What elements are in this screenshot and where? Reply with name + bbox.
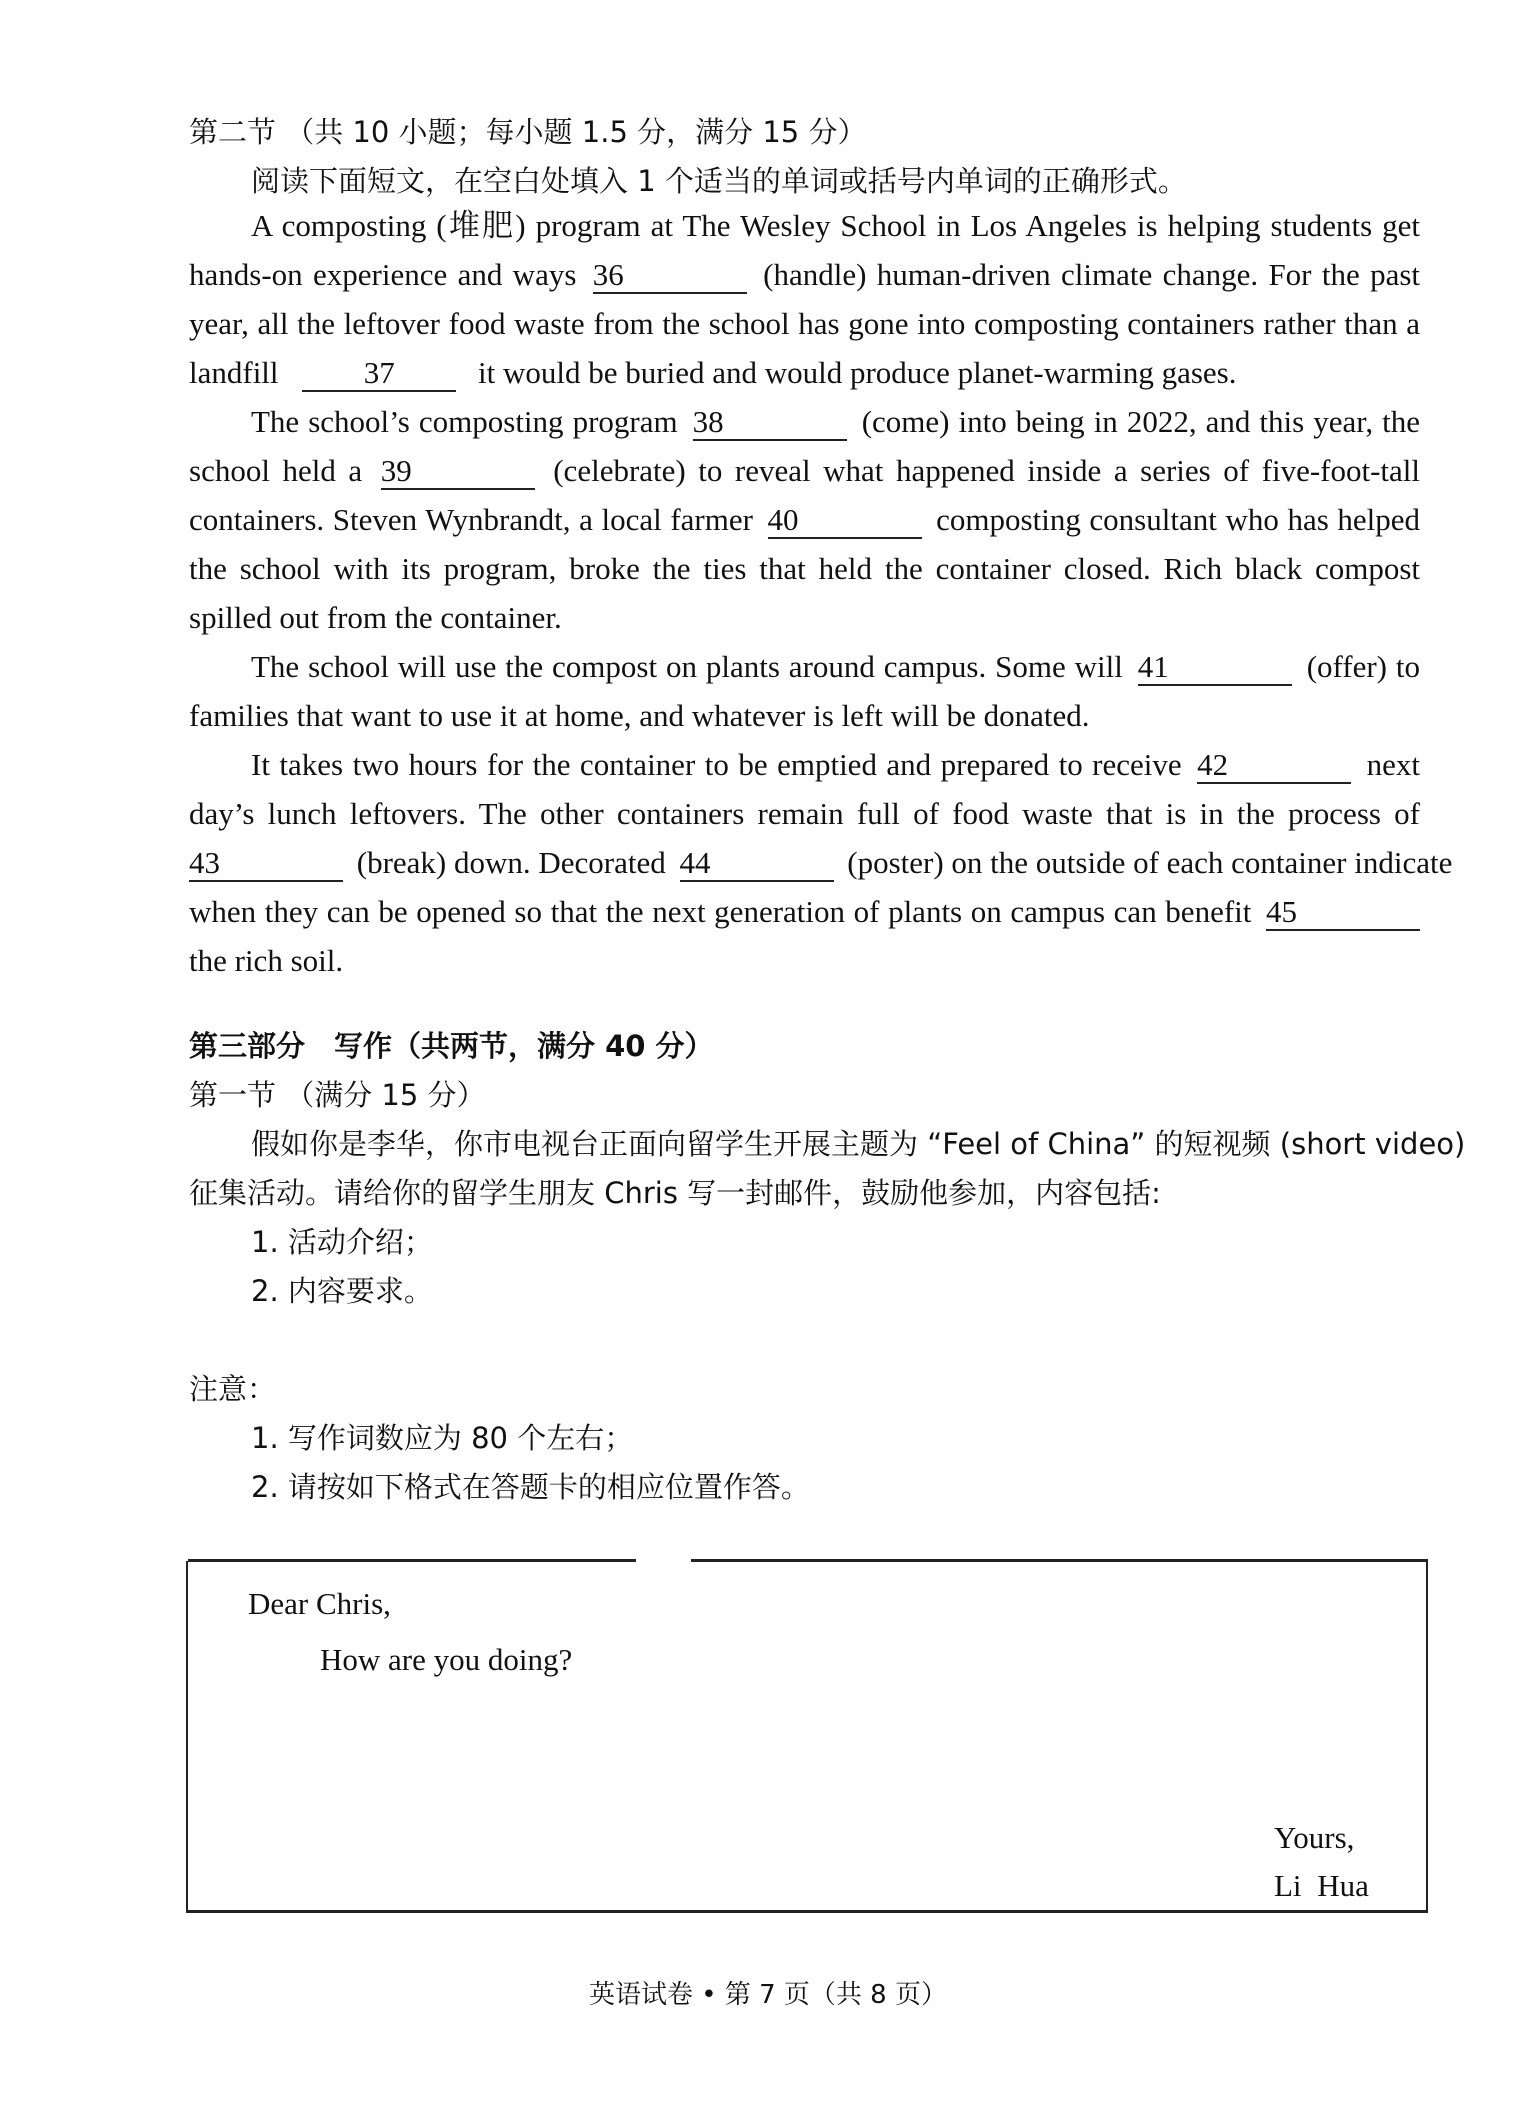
writing-prompt-line: 征集活动。请给你的留学生朋友 Chris 写一封邮件，鼓励他参加，内容包括: — [189, 1176, 1161, 1210]
letter-greeting: Dear Chris, — [248, 1586, 391, 1621]
prompt-item: 2. 内容要求。 — [251, 1274, 433, 1308]
passage-text: (handle) human-driven climate change. For the past — [763, 257, 1421, 292]
passage-text: it would be buried and would produce planet-warming gases. — [478, 355, 1237, 390]
passage-text: The school will use the compost on plants around campus. Some will — [251, 649, 1123, 684]
passage-text: (break) down. Decorated — [356, 845, 666, 880]
passage-line: the school with its program, broke the ties that held the container closed. Rich black compost — [189, 551, 1420, 586]
box-top-border-right — [691, 1559, 1428, 1562]
blank-37[interactable]: 37 — [302, 356, 456, 392]
passage-text: when they can be opened so that the next generation of plants on campus can benefit — [189, 894, 1252, 929]
passage-line — [189, 451, 1420, 491]
passage-text: It takes two hours for the container to be emptied and prepared to receive — [251, 747, 1182, 782]
blank-44[interactable]: 44 — [680, 846, 834, 882]
passage-line — [251, 745, 1420, 785]
prompt-item: 1. 活动介绍； — [251, 1225, 433, 1259]
passage-line: year, all the leftover food waste from the school has gone into composting containers rather than a — [189, 306, 1420, 341]
letter-signature: Li Hua — [1274, 1868, 1369, 1903]
blank-36[interactable]: 36 — [593, 258, 747, 294]
passage-text: The school’s composting program — [251, 404, 678, 439]
blank-42[interactable]: 42 — [1197, 748, 1351, 784]
passage-line: day’s lunch leftovers. The other containers remain full of food waste that is in the process of — [189, 796, 1420, 831]
passage-text: next — [1366, 747, 1420, 782]
passage-text: (offer) to — [1306, 649, 1421, 684]
part-heading: 第三部分 写作（共两节，满分 40 分） — [189, 1029, 714, 1063]
letter-closing: Yours, — [1274, 1820, 1355, 1855]
note-item: 2. 请按如下格式在答题卡的相应位置作答。 — [251, 1470, 810, 1504]
passage-line: families that want to use it at home, and whatever is left will be donated. — [189, 698, 1090, 733]
blank-40[interactable]: 40 — [768, 503, 922, 539]
passage-line — [189, 500, 1420, 540]
box-top-border-left — [188, 1559, 636, 1562]
notes-label: 注意： — [189, 1372, 277, 1406]
blank-38[interactable]: 38 — [693, 405, 847, 441]
blank-41[interactable]: 41 — [1138, 650, 1292, 686]
section-heading: 第一节 （满分 15 分） — [189, 1078, 486, 1112]
passage-line — [189, 892, 1420, 932]
page-footer: 英语试卷 • 第 7 页（共 8 页） — [588, 1980, 947, 2010]
passage-text: (come) into being in 2022, and this year, the — [861, 404, 1421, 439]
passage-line — [251, 402, 1420, 442]
passage-text: composting consultant who has helped — [936, 502, 1421, 537]
passage-text: (celebrate) to reveal what happened inside a series of five-foot-tall — [553, 453, 1421, 488]
blank-43[interactable]: 43 — [189, 846, 343, 882]
passage-line: the rich soil. — [189, 943, 344, 978]
passage-line: spilled out from the container. — [189, 600, 562, 635]
section-heading: 第二节 （共 10 小题；每小题 1.5 分，满分 15 分） — [189, 115, 867, 149]
passage-text: landfill — [189, 355, 279, 390]
letter-opening: How are you doing? — [320, 1642, 573, 1677]
blank-45[interactable]: 45 — [1266, 895, 1420, 931]
passage-line — [189, 353, 1237, 393]
writing-prompt-line: 假如你是李华，你市电视台正面向留学生开展主题为 “Feel of China” 的短视频 (short video) — [251, 1127, 1466, 1161]
note-item: 1. 写作词数应为 80 个左右； — [251, 1421, 634, 1455]
blank-39[interactable]: 39 — [381, 454, 535, 490]
passage-text: containers. Steven Wynbrandt, a local farmer — [189, 502, 753, 537]
letter-template-box — [186, 1561, 1428, 1913]
passage-line — [189, 255, 1420, 295]
passage-line: A composting (堆肥) program at The Wesley School in Los Angeles is helping students get — [251, 208, 1420, 243]
passage-text: hands-on experience and ways — [189, 257, 577, 292]
passage-text: school held a — [189, 453, 363, 488]
passage-line — [189, 843, 1453, 883]
passage-text: (poster) on the outside of each container indicate — [847, 845, 1453, 880]
passage-line — [251, 647, 1420, 687]
section-instruction: 阅读下面短文，在空白处填入 1 个适当的单词或括号内单词的正确形式。 — [251, 164, 1187, 198]
